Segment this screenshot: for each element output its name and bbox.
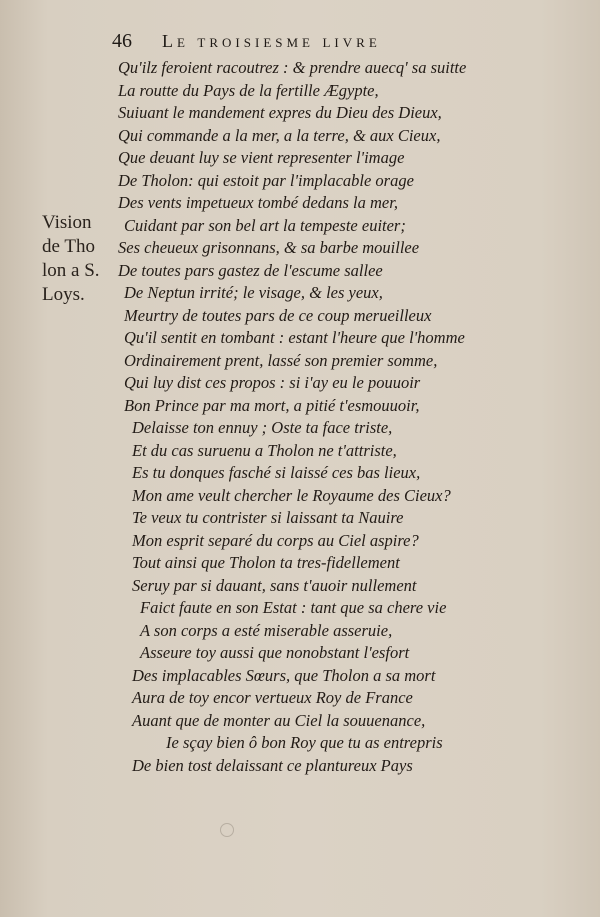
verse-line: Tout ainsi que Tholon ta tres-fidellement bbox=[132, 553, 400, 572]
verse-block bbox=[118, 57, 518, 777]
verse-line: Suiuant le mandement expres du Dieu des Dieux, bbox=[118, 103, 442, 122]
margin-note bbox=[42, 211, 122, 307]
verse-line: Et du cas suruenu a Tholon ne t'attriste, bbox=[132, 440, 397, 460]
verse-line: Mon ame veult chercher le Royaume des Cieux? bbox=[132, 485, 451, 505]
verse-line: Que deuant luy se vient representer l'image bbox=[118, 148, 405, 167]
verse-line: Meurtry de toutes pars de ce coup merueilleux bbox=[124, 305, 432, 325]
margin-note-line: Loys. bbox=[42, 284, 85, 305]
verse-line: Asseure toy aussi que nonobstant l'esfort bbox=[140, 643, 410, 662]
verse-line: Aura de toy encor vertueux Roy de France bbox=[132, 688, 413, 707]
verse-line: Ie sçay bien ô bon Roy que tu as entrepris bbox=[166, 733, 443, 752]
page-header bbox=[112, 30, 512, 53]
verse-line: Faict faute en son Estat : tant que sa chere vie bbox=[140, 598, 447, 617]
verse-line: De bien tost delaissant ce plantureux Pays bbox=[132, 755, 413, 775]
verse-line: De toutes pars gastez de l'escume sallee bbox=[118, 260, 383, 280]
verse-line: De Neptun irrité; le visage, & les yeux, bbox=[124, 283, 383, 302]
verse-line: Qui commande a la mer, a la terre, & aux Cieux, bbox=[118, 125, 441, 145]
verse-line: Bon Prince par ma mort, a pitié t'esmouuoir, bbox=[124, 395, 420, 415]
verse-line: Ses cheueux grisonnans, & sa barbe mouillee bbox=[118, 238, 420, 257]
verse-line: Des vents impetueux tombé dedans la mer, bbox=[118, 193, 398, 212]
paper-blemish bbox=[220, 823, 234, 837]
verse-line: Qui luy dist ces propos : si i'ay eu le pouuoir bbox=[124, 373, 421, 392]
bleed-through-shadow bbox=[522, 120, 592, 380]
verse-line: Delaisse ton ennuy ; Oste ta face triste, bbox=[132, 418, 393, 437]
verse-line: Te veux tu contrister si laissant ta Nauire bbox=[132, 508, 404, 527]
margin-note-line: lon a S. bbox=[42, 260, 100, 281]
verse-line: De Tholon: qui estoit par l'implacable orage bbox=[118, 170, 414, 190]
running-title: Le troisiesme livre bbox=[162, 31, 381, 51]
page-number: 46 bbox=[112, 30, 132, 52]
margin-note-line: Vision bbox=[42, 212, 92, 233]
verse-line: Des implacables Sœurs, que Tholon a sa mort bbox=[132, 665, 436, 685]
verse-line: Seruy par si dauant, sans t'auoir nullement bbox=[132, 575, 417, 595]
verse-line: Auant que de monter au Ciel la souuenance, bbox=[132, 710, 426, 730]
verse-line: Qu'il sentit en tombant : estant l'heure que l'homme bbox=[124, 328, 465, 347]
verse-line: Qu'ilz feroient racoutrez : & prendre auecq' sa suitte bbox=[118, 58, 467, 77]
verse-line: Cuidant par son bel art la tempeste euiter; bbox=[124, 215, 406, 235]
margin-note-line: de Tho bbox=[42, 236, 95, 257]
verse-line: Es tu donques fasché si laissé ces bas lieux, bbox=[132, 463, 421, 482]
verse-line: Mon esprit separé du corps au Ciel aspire? bbox=[132, 530, 419, 550]
verse-line: A son corps a esté miserable asseruie, bbox=[140, 620, 393, 640]
verse-line: La routte du Pays de la fertille Ægypte, bbox=[118, 80, 379, 100]
verse-line: Ordinairement prent, lassé son premier somme, bbox=[124, 350, 438, 370]
